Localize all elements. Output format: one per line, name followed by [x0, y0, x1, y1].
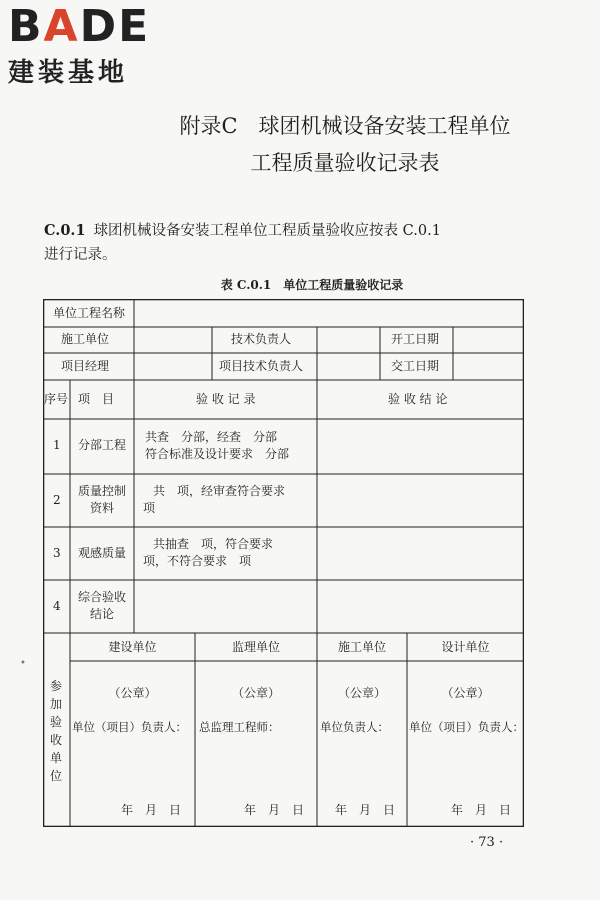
- intro-text: 球团机械设备安装工程单位工程质量验收应按表 C.0.1: [93, 223, 441, 239]
- intro-paragraph-line2: 进行记录。: [44, 247, 117, 263]
- date-supervisor: 年 月 日: [244, 803, 305, 817]
- row-1-no: 1: [53, 438, 61, 452]
- margin-mark: •: [20, 658, 26, 669]
- signer-owner: 单位（项目）负责人：: [72, 720, 187, 734]
- logo-letter-b: B: [8, 1, 44, 52]
- row-1-record-line2: 符合标准及设计要求 分部: [145, 447, 290, 461]
- appendix-title-line2: 工程质量验收记录表: [250, 151, 440, 175]
- intro-paragraph-line1: [44, 218, 544, 244]
- row-3-no: 3: [53, 546, 61, 560]
- clause-number: C.0.1: [44, 222, 86, 239]
- label-start-date: 开工日期: [391, 332, 440, 346]
- seal-designer: （公章）: [441, 686, 490, 700]
- acceptance-record-table: [43, 299, 524, 827]
- logo-subtitle: 建装基地: [8, 58, 129, 88]
- label-handover-date: 交工日期: [391, 359, 440, 373]
- row-2-record-line1: 共 项，经审查符合要求: [153, 484, 286, 498]
- row-4-item-line1: 综合验收: [78, 590, 127, 604]
- row-2-item-line1: 质量控制: [78, 484, 127, 498]
- row-1-item: 分部工程: [78, 438, 127, 452]
- row-1-record-line1: 共查 分部，经查 分部: [145, 430, 278, 444]
- signer-supervisor: 总监理工程师：: [199, 720, 280, 734]
- row-2-item-line2: 资料: [90, 501, 115, 515]
- appendix-title-line1: 附录C 球团机械设备安装工程单位: [179, 114, 511, 138]
- seal-contractor: （公章）: [337, 686, 386, 700]
- row-3-item: 观感质量: [78, 546, 127, 560]
- signer-designer: 单位（项目）负责人：: [409, 720, 524, 734]
- unit-name-designer: 设计单位: [441, 640, 490, 654]
- row-2-record-line2: 项: [143, 501, 156, 515]
- table-caption: 表 C.0.1 单位工程质量验收记录: [220, 278, 404, 292]
- col-header-record: 验 收 记 录: [196, 392, 256, 406]
- label-project-name: 单位工程名称: [53, 306, 126, 320]
- page-number: · 73 ·: [470, 835, 504, 850]
- date-owner: 年 月 日: [121, 803, 182, 817]
- table-grid: [43, 299, 524, 827]
- seal-owner: （公章）: [108, 686, 157, 700]
- row-4-no: 4: [53, 599, 61, 613]
- participants-label: 参加验收单位: [49, 679, 62, 783]
- logo: [8, 1, 178, 89]
- logo-letter-a: A: [43, 1, 80, 52]
- date-contractor: 年 月 日: [335, 803, 396, 817]
- label-tech-lead: 技术负责人: [231, 332, 292, 346]
- row-3-record-line2: 项，不符合要求 项: [143, 554, 252, 568]
- label-project-tech-lead: 项目技术负责人: [219, 359, 304, 373]
- seal-supervisor: （公章）: [231, 686, 280, 700]
- unit-name-supervisor: 监理单位: [231, 640, 280, 654]
- col-header-conclusion: 验 收 结 论: [388, 392, 448, 406]
- row-3-record-line1: 共抽查 项，符合要求: [153, 537, 274, 551]
- label-construction-unit: 施工单位: [61, 332, 110, 346]
- row-2-no: 2: [53, 493, 61, 507]
- col-header-item: 项 目: [78, 392, 115, 406]
- row-4-item-line2: 结论: [90, 607, 115, 621]
- logo-letters-de: DE: [79, 1, 151, 52]
- logo-wordmark: [8, 1, 178, 52]
- date-designer: 年 月 日: [451, 803, 512, 817]
- unit-name-owner: 建设单位: [108, 640, 157, 654]
- signer-contractor: 单位负责人：: [320, 720, 389, 734]
- col-header-no: 序号: [44, 392, 69, 406]
- unit-name-contractor: 施工单位: [337, 640, 386, 654]
- label-project-manager: 项目经理: [61, 359, 110, 373]
